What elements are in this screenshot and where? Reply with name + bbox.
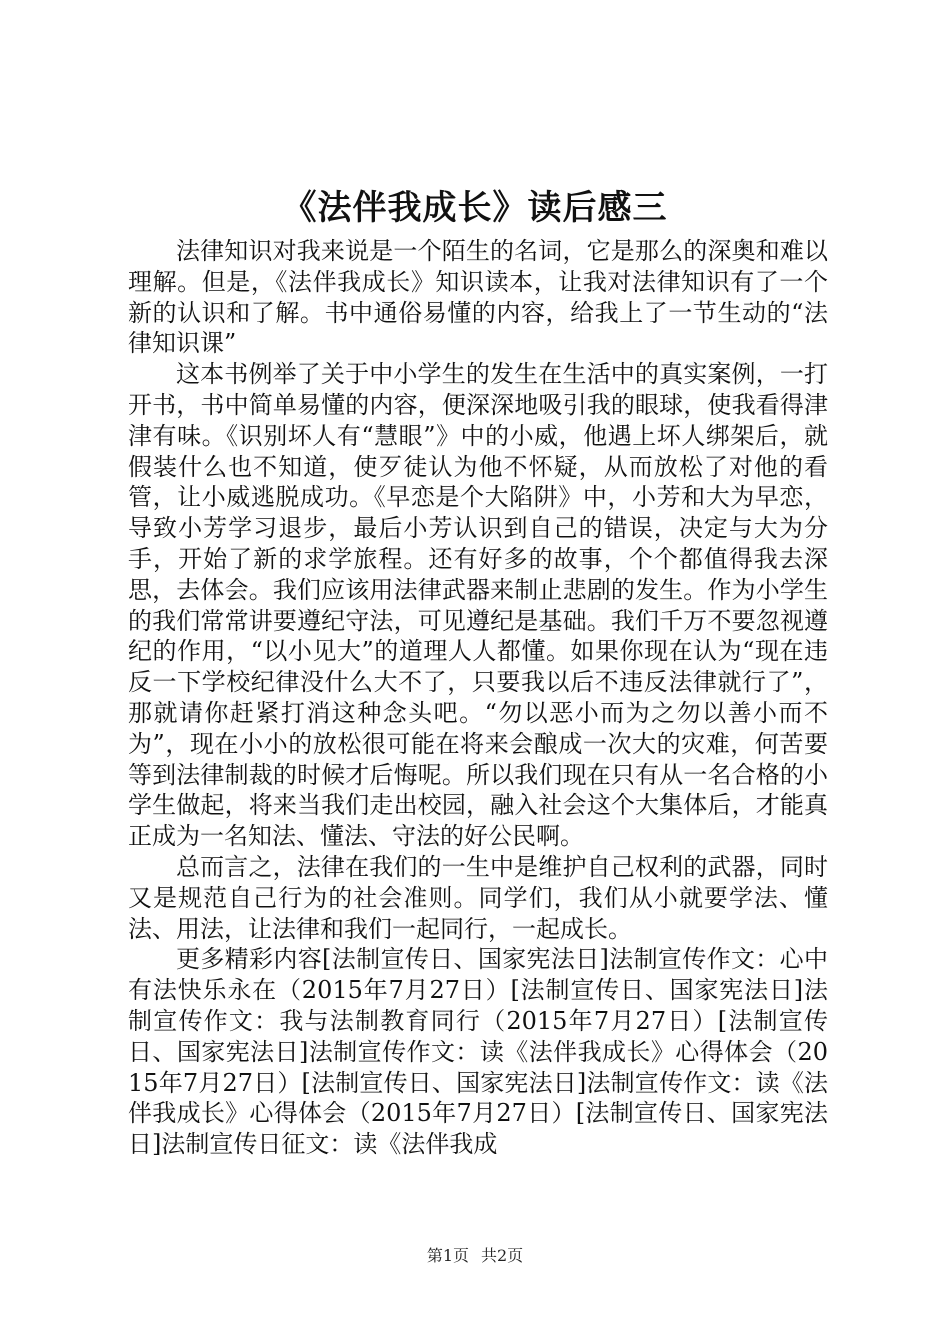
paragraph-more-content: 更多精彩内容[法制宣传日、国家宪法日]法制宣传作文：心中有法快乐永在（2015年7月27日）[法制宣传日、国家宪法日]法制宣传作文：我与法制教育同行（2015年7月27日）[法制宣传日、国家宪法日]法制宣传作文：读《法伴我成长》心得体会（2015年7月27日）[法制宣传日、国家宪法日]法制宣传作文：读《法伴我成长》心得体会（2015年7月27日）[法制宣传日、国家宪法日]法制宣传日征文：读《法伴我成 (128, 945, 828, 1159)
page-total: 共2页 (481, 1246, 524, 1265)
page-footer (0, 1244, 950, 1268)
paragraph-conclusion: 总而言之，法律在我们的一生中是维护自己权利的武器，同时又是规范自己行为的社会准则。同学们，我们从小就要学法、懂法、用法，让法律和我们一起同行，一起成长。 (128, 852, 828, 943)
document-body (128, 236, 828, 1160)
paragraph-intro: 法律知识对我来说是一个陌生的名词，它是那么的深奥和难以理解。但是，《法伴我成长》知识读本，让我对法律知识有了一个新的认识和了解。书中通俗易懂的内容，给我上了一节生动的“法律知识课” (128, 237, 828, 358)
page-number: 第1页 (426, 1246, 469, 1265)
document-title: 《法伴我成长》读后感三 (282, 188, 668, 228)
paragraph-cases: 这本书例举了关于中小学生的发生在生活中的真实案例，一打开书，书中简单易懂的内容，便深深地吸引我的眼球，使我看得津津有味。《识别坏人有“慧眼”》中的小威，他遇上坏人绑架后，就假装什么也不知道，使歹徒认为他不怀疑，从而放松了对他的看管，让小威逃脱成功。《早恋是个大陷阱》中，小芳和大为早恋，导致小芳学习退步，最后小芳认识到自己的错误，决定与大为分手，开始了新的求学旅程。还有好多的故事，个个都值得我去深思，去体会。我们应该用法律武器来制止悲剧的发生。作为小学生的我们常常讲要遵纪守法，可见遵纪是基础。我们千万不要忽视遵纪的作用，“以小见大”的道理人人都懂。如果你现在认为“现在违反一下学校纪律没什么大不了，只要我以后不违反法律就行了”，那就请你赶紧打消这种念头吧。“勿以恶小而为之勿以善小而不为”，现在小小的放松很可能在将来会酿成一次大的灾难，何苦要等到法律制裁的时候才后悔呢。所以我们现在只有从一名合格的小学生做起，将来当我们走出校园，融入社会这个大集体后，才能真正成为一名知法、懂法、守法的好公民啊。 (128, 360, 828, 851)
